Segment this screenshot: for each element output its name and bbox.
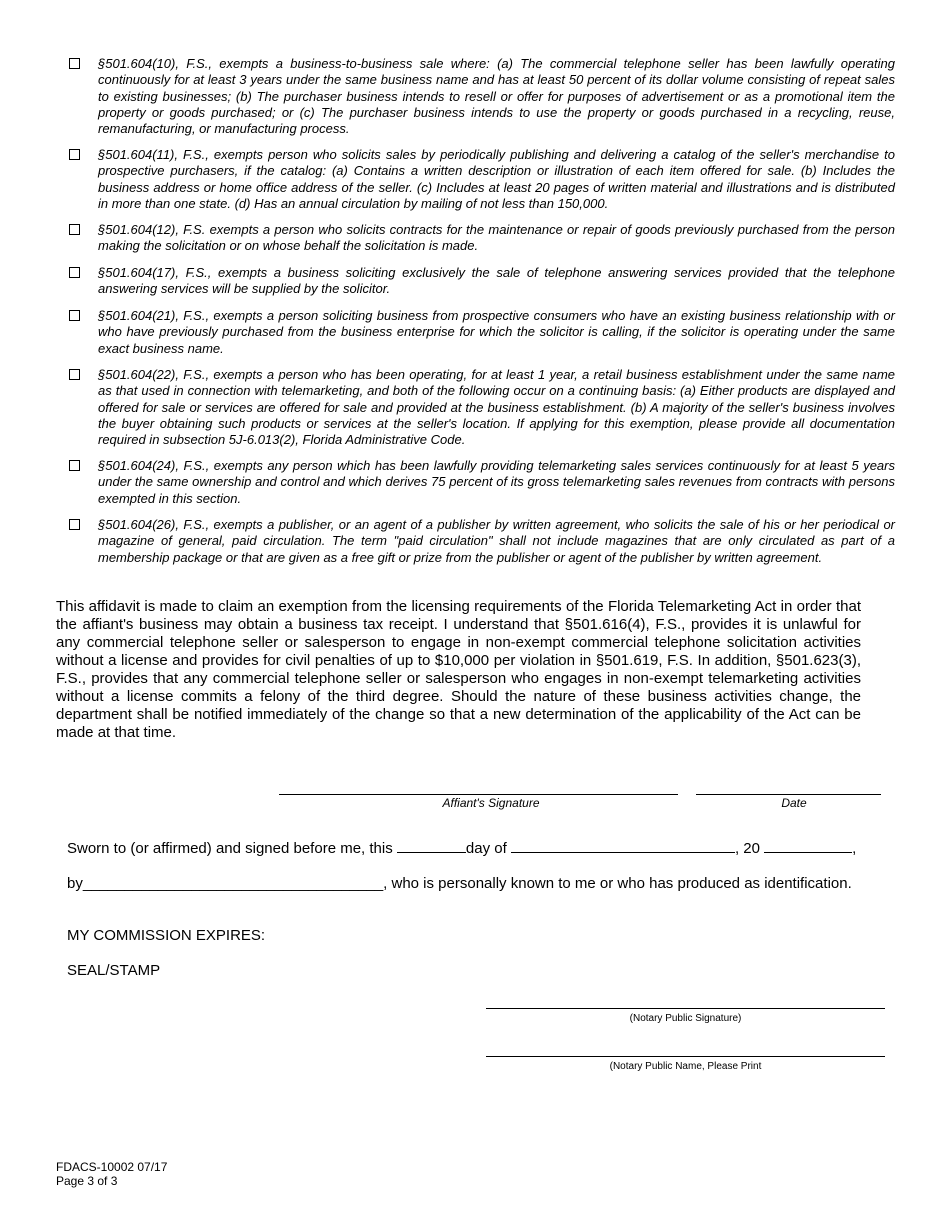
exemption-text: §501.604(22), F.S., exempts a person who has been operating, for at least 1 year, a retail business establishment under the same name as that used in connection with telemarketing, and both of the following occur on a continuing basis: (a) Either products are displayed and offered for sale or services are offered for sale and provided at the business establishment. (b) A majority of the seller's business involves the buyer obtaining such products or services at the seller's location. If applying for this exemption, please provide all documentation required in subsection 5J-6.013(2), Florida Administrative Code. <box>98 367 895 448</box>
exemption-text: §501.604(12), F.S. exempts a person who solicits contracts for the maintenance or repair of goods previously purchased from the person making the solicitation or on whose behalf the solicitation is made. <box>98 222 895 254</box>
exemption-checkbox[interactable] <box>69 149 80 160</box>
page-number: Page 3 of 3 <box>56 1174 118 1188</box>
exemption-item-21 <box>69 308 895 357</box>
notary-signature-label: (Notary Public Signature) <box>629 1013 742 1024</box>
exemption-item-11 <box>69 147 895 212</box>
sworn-month-blank[interactable] <box>511 851 735 853</box>
sworn-line <box>67 840 856 857</box>
date-label: Date <box>781 796 807 810</box>
affiant-signature-line[interactable] <box>279 794 678 795</box>
notary-signature-line[interactable] <box>486 1008 885 1009</box>
exemption-checkbox[interactable] <box>69 58 80 69</box>
sworn-year-prefix: , 20 <box>734 840 760 857</box>
exemption-text: §501.604(21), F.S., exempts a person soliciting business from prospective consumers who have an existing business relationship with or who have previously purchased from the business enterprise for which the solicitor is calling, if the solicitor is operating under the same exact business name. <box>98 308 895 356</box>
exemption-text: §501.604(11), F.S., exempts person who solicits sales by periodically publishing and delivering a catalog of the seller's merchandise to prospective purchasers, if the catalog: (a) Contains a written description or illustration of each item offered for sale. (b) Includes the business address or home office address of the seller. (c) Includes at least 20 pages of written material and illustrations and is distributed in more than one state. (d) Has an annual circulation by mailing of not less than 150,000. <box>98 147 895 211</box>
page-footer <box>56 1160 167 1188</box>
exemption-item-10 <box>69 56 895 137</box>
exemption-checkbox[interactable] <box>69 310 80 321</box>
exemption-text: §501.604(24), F.S., exempts any person which has been lawfully providing telemarketing sales services continuously for at least 5 years under the same ownership and control and which derives 75 percent of its gross telemarketing sales revenues from contracts with persons exempted in this section. <box>98 458 895 506</box>
seal-stamp-label: SEAL/STAMP <box>67 962 161 979</box>
exemption-text: §501.604(10), F.S., exempts a business-to-business sale where: (a) The commercial telephone seller has been lawfully operating continuously for at least 3 years under the same business name and has at least 50 percent of its dollar volume consisting of repeat sales to existing businesses; (b) The purchaser business intends to resell or offer for purposes of advertisement or as a promotional item the property or goods purchased; or (c) The purchaser business intends to use the property or goods purchased in a recycling, reuse, remanufacturing, or manufacturing process. <box>98 56 895 137</box>
sworn-year-blank[interactable] <box>764 851 852 853</box>
exemption-checkbox[interactable] <box>69 267 80 278</box>
exemption-checkbox[interactable] <box>69 519 80 530</box>
exemption-item-22 <box>69 367 895 448</box>
by-line: by____________________________________, who is personally known to me or who has produced as identification. <box>67 875 852 892</box>
exemption-item-24 <box>69 458 895 507</box>
exemption-item-17 <box>69 265 895 298</box>
form-number: FDACS-10002 07/17 <box>56 1160 168 1174</box>
sworn-day-of: day of <box>465 840 507 857</box>
notary-name-line[interactable] <box>486 1056 885 1057</box>
notary-name-label: (Notary Public Name, Please Print <box>609 1061 762 1072</box>
exemption-item-12 <box>69 222 895 255</box>
sworn-day-blank[interactable] <box>397 851 466 853</box>
exemption-item-26 <box>69 517 895 566</box>
exemption-checkbox[interactable] <box>69 224 80 235</box>
sworn-prefix: Sworn to (or affirmed) and signed before me, this <box>67 840 393 857</box>
exemption-checkbox[interactable] <box>69 369 80 380</box>
affidavit-paragraph: This affidavit is made to claim an exemption from the licensing requirements of the Florida Telemarketing Act in order that the affiant's business may obtain a business tax receipt. I understand that §501.616(4), F.S., provides it is unlawful for any commercial telephone seller or salesperson to engage in non-exempt commercial telephone solicitation activities without a license and provides for civil penalties of up to $10,000 per violation in §501.619, F.S. In addition, §501.623(3), F.S., provides that any commercial telephone seller or salesperson who engages in non-exempt telemarketing activities without a license commits a felony of the third degree. Should the nature of these business activities change, the department shall be notified immediately of the change so that a new determination of the applicability of the Act can be made at that time. <box>56 598 861 741</box>
date-line[interactable] <box>696 794 881 795</box>
commission-expires-label: MY COMMISSION EXPIRES: <box>67 927 266 944</box>
exemption-checkbox[interactable] <box>69 460 80 471</box>
exemption-text: §501.604(17), F.S., exempts a business soliciting exclusively the sale of telephone answering services provided that the telephone answering services will be supplied by the solicitor. <box>98 265 895 297</box>
exemption-text: §501.604(26), F.S., exempts a publisher, or an agent of a publisher by written agreement, who solicits the sale of his or her periodical or magazine of general, paid circulation. The term "paid circulation" shall not include magazines that are only circulated as part of a membership package or that are given as a free gift or prize from the publisher or agent of the publisher by written agreement. <box>98 517 895 565</box>
affiant-signature-label: Affiant's Signature <box>442 796 540 810</box>
sworn-year-suffix: , <box>852 840 857 857</box>
